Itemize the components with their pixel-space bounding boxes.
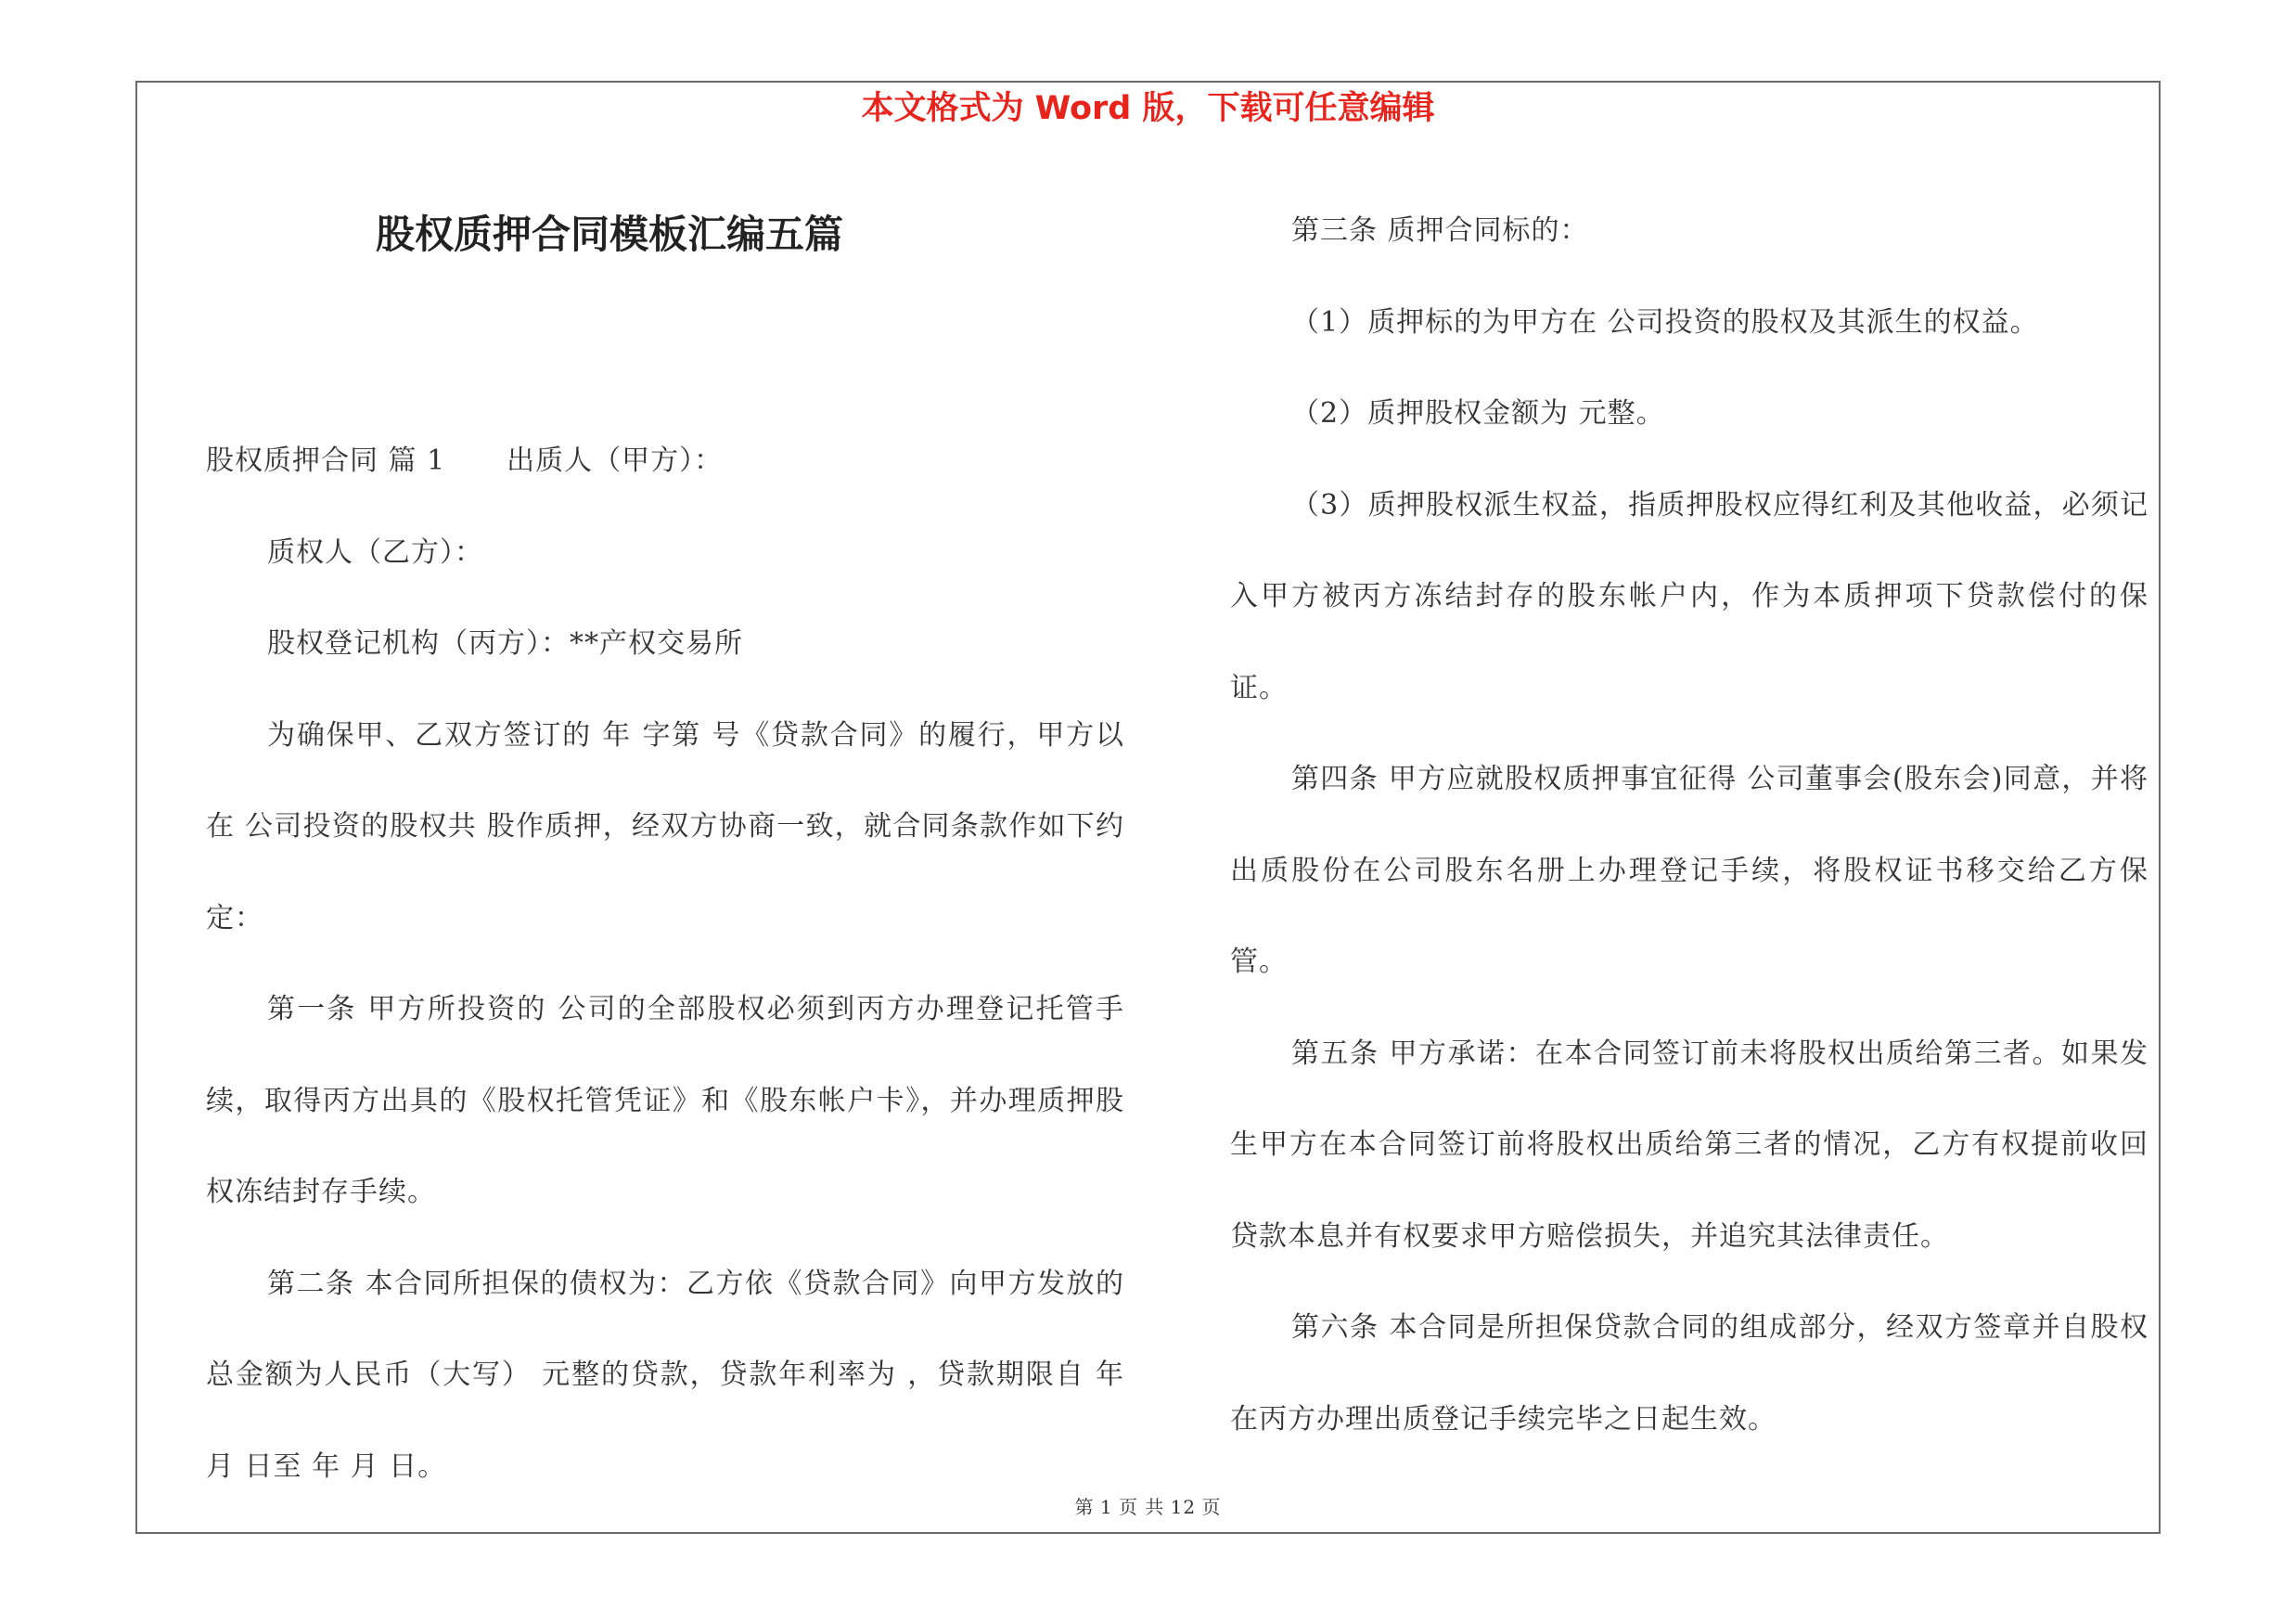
pledgor-label: 出质人（甲方）： (507, 444, 724, 477)
paragraph-article-4: 第四条 甲方应就股权质押事宜征得 公司董事会(股东会)同意，并将出质股份在公司股东名册上办理登记手续，将股权证书移交给乙方保管。 (1230, 763, 2148, 978)
paragraph-article-1: 第一条 甲方所投资的 公司的全部股权必须到丙方办理登记托管手续，取得丙方出具的《股权托管凭证》和《股东帐户卡》，并办理质押股权冻结封存手续。 (206, 993, 1124, 1208)
paragraph-article-6: 第六条 本合同是所担保贷款合同的组成部分，经双方签章并自股权在丙方办理出质登记手续完毕之日起生效。 (1230, 1311, 2148, 1436)
page-suffix: 页 (1201, 1496, 1222, 1518)
left-column (206, 416, 1124, 1513)
page-footer (0, 1494, 2296, 1520)
document-title: 股权质押合同模板汇编五篇 (376, 212, 844, 257)
page-mid: 页 共 (1118, 1496, 1165, 1518)
paragraph-article-5: 第五条 甲方承诺：在本合同签订前未将股权出质给第三者。如果发生甲方在本合同签订前将股权出质给第三者的情况，乙方有权提前收回贷款本息并有权要求甲方赔偿损失，并追究其法律责任。 (1230, 1037, 2148, 1253)
paragraph-article-2: 第二条 本合同所担保的债权为：乙方依《贷款合同》向甲方发放的总金额为人民币（大写） 元整的贷款，贷款年利率为 ，贷款期限自 年 月 日至 年 月 日。 (206, 1267, 1124, 1483)
right-column (1230, 186, 2148, 1465)
paragraph-preamble: 为确保甲、乙双方签订的 年 字第 号《贷款合同》的履行，甲方以在 公司投资的股权共 股作质押，经双方协商一致，就合同条款作如下约定： (206, 718, 1124, 934)
paragraph-registry: 股权登记机构（丙方）：**产权交易所 (267, 627, 743, 660)
paragraph-article-3: 第三条 质押合同标的： (1291, 214, 1589, 247)
paragraph-pledgee: 质权人（乙方）： (267, 535, 483, 569)
format-banner: 本文格式为 Word 版，下载可任意编辑 (861, 90, 1435, 127)
page-prefix: 第 (1074, 1496, 1095, 1518)
page-current: 1 (1099, 1496, 1113, 1518)
paragraph-article-3-item-2: （2）质押股权金额为 元整。 (1291, 397, 1665, 430)
paragraph-article-3-item-3: （3）质押股权派生权益，指质押股权应得红利及其他收益，必须记入甲方被丙方冻结封存的股东帐户内，作为本质押项下贷款偿付的保证。 (1230, 488, 2148, 704)
page-total: 12 (1170, 1496, 1197, 1518)
paragraph-article-3-item-1: （1）质押标的为甲方在 公司投资的股权及其派生的权益。 (1291, 305, 2039, 339)
first-line (206, 416, 1124, 508)
article-heading: 股权质押合同 篇 1 (206, 444, 446, 477)
